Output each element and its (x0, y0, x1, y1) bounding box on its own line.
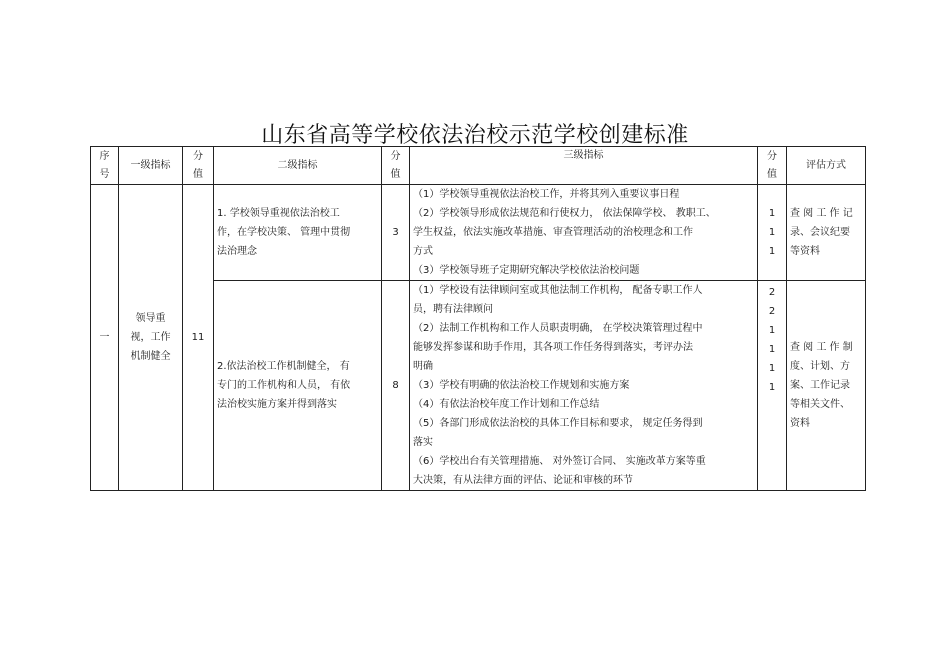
header-row (91, 147, 866, 185)
header-level1: 一级指标 (119, 147, 183, 185)
level2-item-1: 1. 学校领导重视依法治校工 作，在学校决策、 管理中贯彻 法治理念 (214, 185, 382, 281)
level3-item-1: （1）学校领导重视依法治校工作，并将其列入重要议事日程 （2）学校领导形成依法规范和行使权力， 依法保障学校、 教职工、 学生权益，依法实施改革措施、审查管理活动的治校理念和工作 方式 （3）学校领导班子定期研究解决学校依法治校问题 (410, 185, 758, 281)
level2-item-2: 2.依法治校工作机制健全， 有 专门的工作机构和人员， 有依 法治校实施方案并得到落实 (214, 281, 382, 491)
method-item-2: 查 阅 工 作 制 度、计划、方 案、工作记录 等相关文件、 资料 (787, 281, 866, 491)
section-score: 11 (183, 185, 214, 491)
level3-item-2: （1）学校设有法律顾问室或其他法制工作机构， 配备专职工作人 员，聘有法律顾问 （2）法制工作机构和工作人员职责明确， 在学校决策管理过程中 能够发挥参谋和助手作用，其各项工作任务得到落实，考评办法 明确 （3）学校有明确的依法治校工作规划和实施方案 （4）有依法治校年度工作计划和工作总结 （5）各部门形成依法治校的具体工作目标和要求， 规定任务得到 落实 （6）学校出台有关管理措施、 对外签订合同、 实施改革方案等重 大决策，有从法律方面的评估、论证和审核的环节 (410, 281, 758, 491)
header-index: 序 号 (91, 147, 119, 185)
level2-item-1-score: 3 (382, 185, 410, 281)
header-score3: 分 值 (758, 147, 787, 185)
method-item-1: 查 阅 工 作 记 录、会议纪要 等资料 (787, 185, 866, 281)
section-level1: 领导重 视，工作 机制健全 (119, 185, 183, 491)
header-level3: 三级指标 (410, 147, 758, 185)
header-method: 评估方式 (787, 147, 866, 185)
page-title: 山东省高等学校依法治校示范学校创建标准 (261, 123, 689, 148)
standards-table (90, 146, 866, 491)
header-score1: 分 值 (183, 147, 214, 185)
header-level2: 二级指标 (214, 147, 382, 185)
section-index: 一 (91, 185, 119, 491)
level3-item-1-scores: 1 1 1 (758, 185, 787, 281)
table-row (91, 185, 866, 281)
header-score2: 分 值 (382, 147, 410, 185)
level2-item-2-score: 8 (382, 281, 410, 491)
level3-item-2-scores: 2 2 1 1 1 1 (758, 281, 787, 491)
